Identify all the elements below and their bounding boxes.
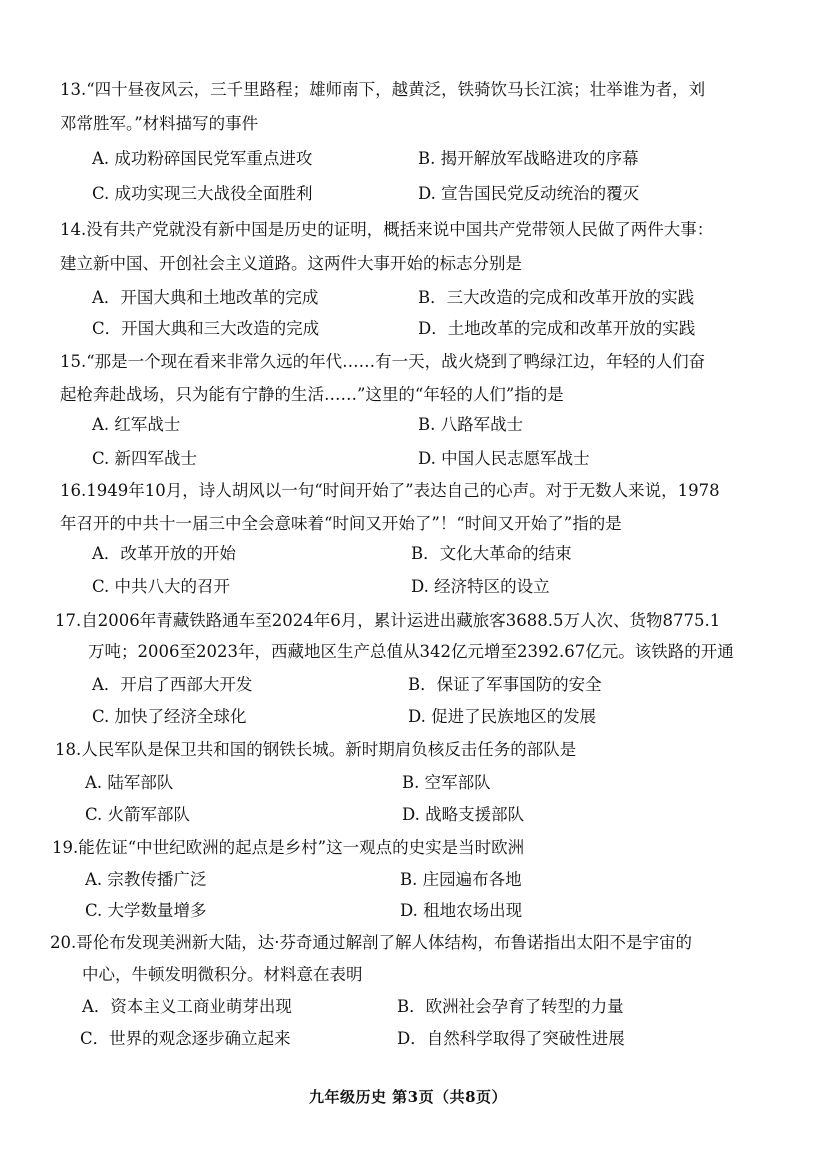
option-c: C. 成功实现三大战役全面胜利: [92, 184, 313, 203]
question-number: 18.: [55, 740, 82, 759]
question-14-line-2: 建立新中国、开创社会主义道路。这两件大事开始的标志分别是: [60, 254, 522, 273]
question-13-line-2: 邓常胜军。”材料描写的事件: [60, 114, 259, 133]
option-b: B. 空军部队: [402, 773, 491, 792]
option-c: C. 大学数量增多: [85, 901, 207, 920]
option-a: A．资本主义工商业萌芽出现: [82, 997, 292, 1016]
option-b: B. 八路军战士: [418, 415, 524, 434]
option-c: C. 火箭军部队: [85, 805, 191, 824]
question-15-line-1: 15.“那是一个现在看来非常久远的年代……有一天，战火烧到了鸭绿江边，年轻的人们奋: [60, 352, 706, 371]
question-number: 14.: [60, 220, 87, 239]
option-b: B．文化大革命的结束: [411, 544, 572, 563]
option-c: C. 新四军战士: [92, 449, 198, 468]
option-c: C．开国大典和三大改造的完成: [92, 319, 320, 338]
option-b: B．三大改造的完成和改革开放的实践: [418, 288, 695, 307]
option-c: C. 中共八大的召开: [92, 577, 231, 596]
option-a: A．开启了西部大开发: [92, 675, 253, 694]
question-number: 15.: [60, 352, 87, 371]
option-b: B．欧洲社会孕育了转型的力量: [397, 997, 624, 1016]
question-19-line-1: 19.能佐证“中世纪欧洲的起点是乡村”这一观点的史实是当时欧洲: [52, 838, 525, 857]
option-b: B. 庄园遍布各地: [400, 870, 522, 889]
question-18-line-1: 18.人民军队是保卫共和国的钢铁长城。新时期肩负核反击任务的部队是: [55, 740, 577, 759]
option-b: B. 揭开解放军战略进攻的序幕: [418, 149, 639, 168]
question-17-line-2: 万吨；2006至2023年，西藏地区生产总值从342亿元增至2392.67亿元。该铁路的开通: [88, 642, 734, 661]
question-13-line-1: 13.“四十昼夜风云，三千里路程；雄师南下，越黄泛，铁骑饮马长江滨；壮举谁为者，刘: [60, 80, 706, 99]
question-15-line-2: 起枪奔赴战场，只为能有宁静的生活……”这里的“年轻的人们”指的是: [60, 385, 564, 404]
option-d: D．土地改革的完成和改革开放的实践: [418, 319, 696, 338]
question-16-line-1: 16.1949年10月，诗人胡风以一句“时间开始了”表达自己的心声。对于无数人来说，1978: [60, 481, 720, 500]
option-a: A. 红军战士: [92, 415, 181, 434]
option-d: D. 租地农场出现: [400, 901, 523, 920]
question-14-line-1: 14.没有共产党就没有新中国是历史的证明，概括来说中国共产党带领人民做了两件大事：: [60, 220, 714, 239]
option-a: A. 宗教传播广泛: [85, 870, 207, 889]
option-c: C. 加快了经济全球化: [92, 707, 247, 726]
question-17-line-1: 17.自2006年青藏铁路通车至2024年6月，累计运进出藏旅客3688.5万人次、货物8775.1: [55, 611, 721, 630]
question-number: 17.: [55, 611, 82, 630]
option-d: D. 战略支援部队: [402, 805, 525, 824]
question-number: 13.: [60, 80, 87, 99]
option-a: A．开国大典和土地改革的完成: [92, 288, 319, 307]
question-number: 20.: [50, 933, 77, 952]
question-number: 16.: [60, 481, 87, 500]
option-b: B．保证了军事国防的安全: [408, 675, 602, 694]
option-a: A. 成功粉碎国民党军重点进攻: [92, 149, 313, 168]
option-d: D. 宣告国民党反动统治的覆灭: [418, 184, 640, 203]
page-footer: 九年级历史 第3页（共8页）: [308, 1088, 508, 1106]
question-number: 19.: [52, 838, 79, 857]
option-d: D．自然科学取得了突破性进展: [397, 1029, 625, 1048]
option-c: C．世界的观念逐步确立起来: [80, 1029, 291, 1048]
option-a: A．改革开放的开始: [92, 544, 236, 563]
question-20-line-2: 中心，牛顿发明微积分。材料意在表明: [82, 965, 363, 984]
question-20-line-1: 20.哥伦布发现美洲新大陆，达·芬奇通过解剖了解人体结构，布鲁诺指出太阳不是宇宙的: [50, 933, 692, 952]
option-d: D. 促进了民族地区的发展: [408, 707, 597, 726]
option-d: D. 中国人民志愿军战士: [418, 449, 590, 468]
question-16-line-2: 年召开的中共十一届三中全会意味着“时间又开始了”！“时间又开始了”指的是: [60, 514, 622, 533]
option-a: A. 陆军部队: [85, 773, 174, 792]
option-d: D. 经济特区的设立: [411, 577, 550, 596]
